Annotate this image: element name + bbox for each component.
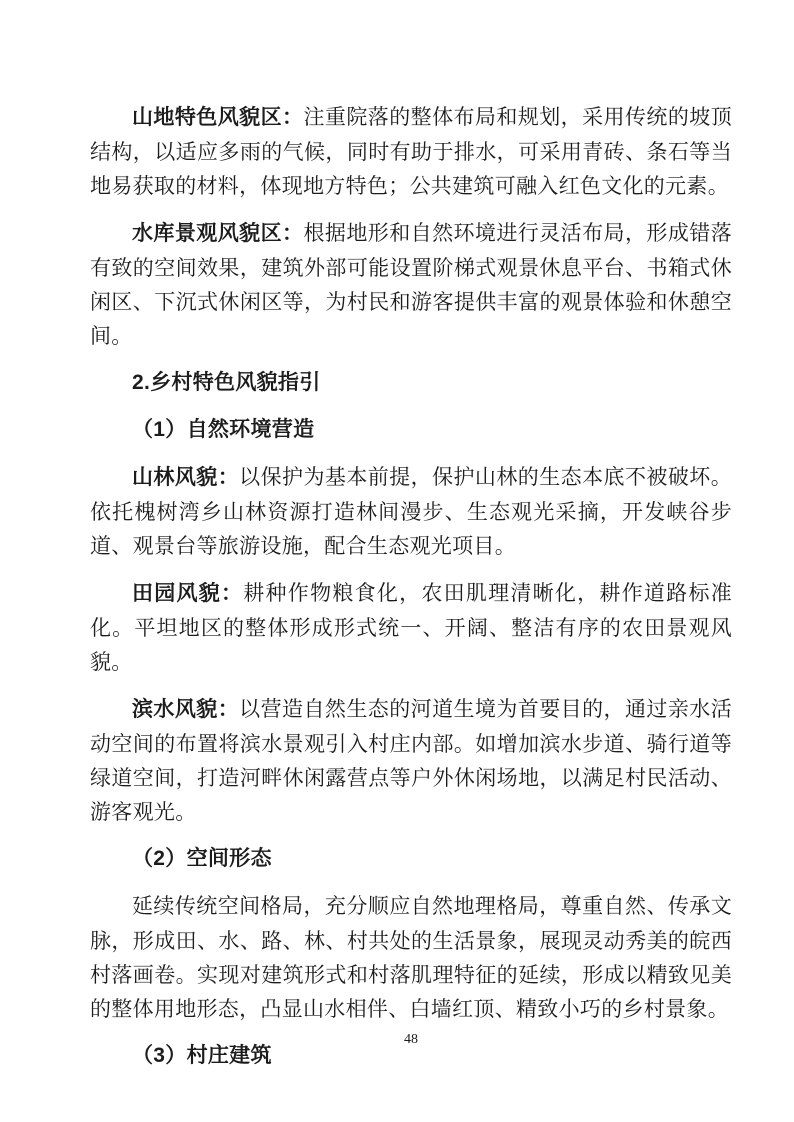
paragraph-text-farmland-style: 耕种作物粮食化，农田肌理清晰化，耕作道路标准化。平坦地区的整体形成形式统一、开阔、整洁有序的农田景观风貌。	[90, 581, 732, 674]
paragraph-text-forest-style: 以保护为基本前提，保护山林的生态本底不被破坏。依托槐树湾乡山林资源打造林间漫步、生态观光采摘，开发峡谷步道、观景台等旅游设施，配合生态观光项目。	[90, 465, 732, 558]
paragraph-lead-reservoir-landscape-area: 水库景观风貌区：	[132, 222, 304, 245]
paragraph-text-reservoir-landscape-area: 根据地形和自然环境进行灵活布局，形成错落有致的空间效果，建筑外部可能设置阶梯式观景休息平台、书箱式休闲区、下沉式休闲区等，为村民和游客提供丰富的观景体验和休憩空间。	[90, 221, 732, 348]
heading-natural-environment: （1）自然环境营造	[132, 418, 315, 441]
paragraph-forest-style	[90, 460, 732, 563]
heading-spatial-form: （2）空间形态	[132, 847, 272, 870]
paragraph-mountain-featured-area	[90, 100, 732, 203]
paragraph-text-mountain-featured-area: 注重院落的整体布局和规划，采用传统的坡顶结构，以适应多雨的气候，同时有助于排水，可采用青砖、条石等当地易获取的材料，体现地方特色；公共建筑可融入红色文化的元素。	[90, 105, 732, 198]
heading-rural-character-guidelines: 2.乡村特色风貌指引	[132, 371, 321, 394]
paragraph-spatial-form	[90, 889, 732, 1026]
paragraph-reservoir-landscape-area	[90, 216, 732, 353]
paragraph-lead-forest-style: 山林风貌：	[132, 466, 240, 489]
paragraph-lead-waterfront-style: 滨水风貌：	[132, 698, 240, 721]
paragraph-farmland-style	[90, 576, 732, 679]
paragraph-text-waterfront-style: 以营造自然生态的河道生境为首要目的，通过亲水活动空间的布置将滨水景观引入村庄内部。如增加滨水步道、骑行道等绿道空间，打造河畔休闲露营点等户外休闲场地，以满足村民活动、游客观光。	[90, 697, 732, 824]
page-number: 48	[404, 1032, 418, 1047]
paragraph-lead-mountain-featured-area: 山地特色风貌区：	[132, 106, 304, 129]
paragraph-text-spatial-form: 延续传统空间格局，充分顺应自然地理格局，尊重自然、传承文脉，形成田、水、路、林、村共处的生活景象，展现灵动秀美的皖西村落画卷。实现对建筑形式和村落肌理特征的延续，形成以精致见美的整体用地形态，凸显山水相伴、白墙红顶、精致小巧的乡村景象。	[90, 894, 732, 1021]
paragraph-lead-farmland-style: 田园风貌：	[132, 582, 244, 605]
heading-village-architecture: （3）村庄建筑	[132, 1044, 272, 1067]
paragraph-waterfront-style	[90, 692, 732, 829]
